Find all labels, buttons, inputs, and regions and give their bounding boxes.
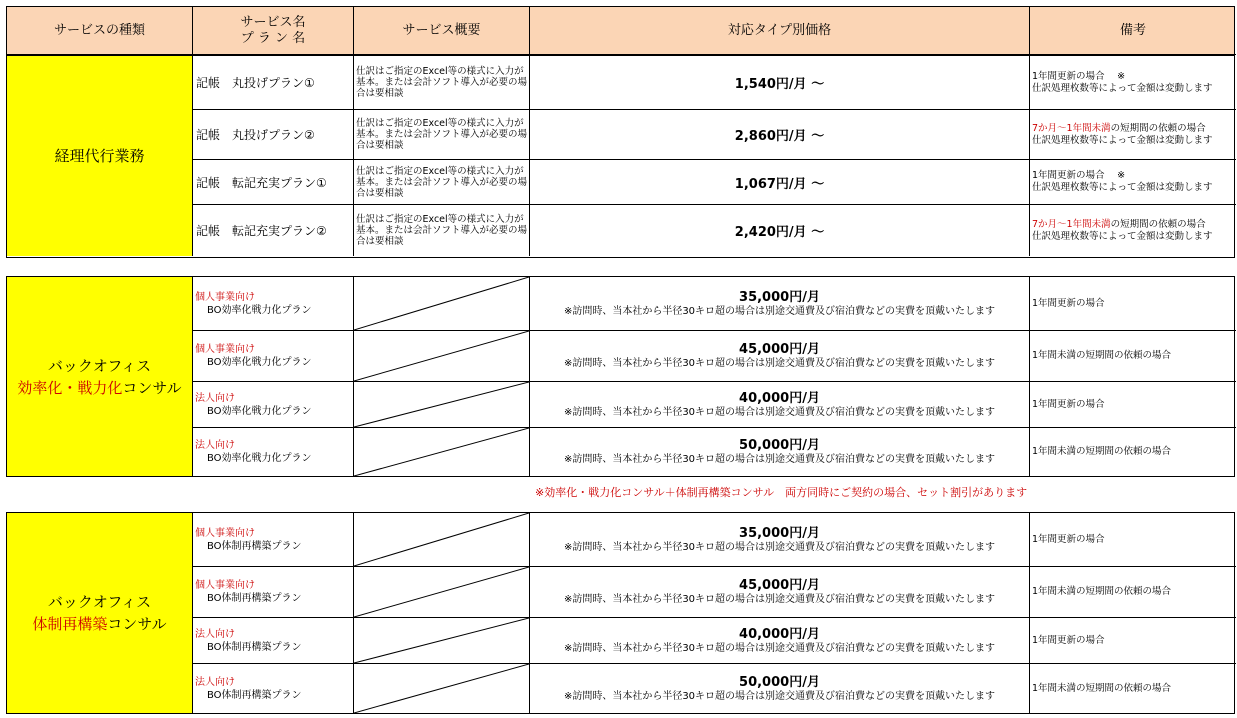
header-remarks: 備考 xyxy=(1030,7,1236,55)
empty-overview-cell xyxy=(354,428,530,476)
plan-name: 記帳 転記充実プラン② xyxy=(193,205,354,256)
remark: 7か月～1年間未満の短期間の依頼の場合 仕訳処理枚数等によって金額は変動します xyxy=(1030,110,1236,160)
plan-name: 個人事業向け BO効率化戦力化プラン xyxy=(193,331,354,382)
header-price: 対応タイプ別価格 xyxy=(530,7,1030,55)
category-accounting: 経理代行業務 xyxy=(7,56,193,256)
price: 50,000円/月 ※訪問時、当本社から半径30キロ超の場合は別途交通費及び宿泊費などの実費を頂戴いたします xyxy=(530,428,1030,476)
table-header xyxy=(6,6,1235,56)
empty-overview-cell xyxy=(354,277,530,331)
service-overview: 仕訳はご指定のExcel等の様式に入力が 基本。または会計ソフト導入が必要の場 合は要相談 xyxy=(354,56,530,110)
remark: 1年間未満の短期間の依頼の場合 xyxy=(1032,682,1172,694)
empty-overview-cell xyxy=(354,513,530,567)
price: 2,860円/月 ～ xyxy=(530,110,1030,160)
plan-name: 法人向け BO効率化戦力化プラン xyxy=(193,382,354,428)
remark: 7か月～1年間未満の短期間の依頼の場合 仕訳処理枚数等によって金額は変動します xyxy=(1032,218,1213,242)
remark: 1年間更新の場合 ※ 仕訳処理枚数等によって金額は変動します xyxy=(1030,56,1236,110)
price: 40,000円/月 ※訪問時、当本社から半径30キロ超の場合は別途交通費及び宿泊費などの実費を頂戴いたします xyxy=(530,618,1030,664)
price: 40,000円/月 ※訪問時、当本社から半径30キロ超の場合は別途交通費及び宿泊費などの実費を頂戴いたします xyxy=(530,382,1030,428)
category-restructure-consult: バックオフィス 体制再構築コンサル xyxy=(7,513,193,713)
plan-name: 法人向け BO体制再構築プラン xyxy=(193,664,354,713)
plan-name: 記帳 丸投げプラン① xyxy=(193,56,354,110)
plan-name: 個人事業向け BO体制再構築プラン xyxy=(193,513,354,567)
plan-name: 記帳 丸投げプラン② xyxy=(193,110,354,160)
remark: 1年間未満の短期間の依頼の場合 xyxy=(1032,446,1172,457)
service-overview: 仕訳はご指定のExcel等の様式に入力が 基本。または会計ソフト導入が必要の場 合は要相談 xyxy=(354,110,530,160)
accounting-table xyxy=(6,56,1235,258)
plan-name: 法人向け BO効率化戦力化プラン xyxy=(193,428,354,476)
remark: 1年間更新の場合 ※ 仕訳処理枚数等によって金額は変動します xyxy=(1030,160,1236,205)
remark: 1年間未満の短期間の依頼の場合 xyxy=(1030,331,1236,382)
header-service-type: サービスの種類 xyxy=(7,7,193,55)
empty-overview-cell xyxy=(354,382,530,428)
empty-overview-cell xyxy=(354,618,530,664)
remark: 1年間未満の短期間の依頼の場合 xyxy=(1030,567,1236,618)
set-discount-note: ※効率化・戦力化コンサル＋体制再構築コンサル 両方同時にご契約の場合、セット割引があります xyxy=(535,486,1028,499)
price: 2,420円/月 ～ xyxy=(530,205,1030,256)
price: 45,000円/月 ※訪問時、当本社から半径30キロ超の場合は別途交通費及び宿泊費などの実費を頂戴いたします xyxy=(530,331,1030,382)
header-service-name-line1: サービス名 xyxy=(240,14,306,30)
category-efficiency-consult: バックオフィス 効率化・戦力化コンサル xyxy=(7,277,193,476)
empty-overview-cell xyxy=(354,664,530,713)
efficiency-consult-table xyxy=(6,276,1235,477)
remark: 1年間更新の場合 xyxy=(1030,618,1236,664)
plan-name: 個人事業向け BO体制再構築プラン xyxy=(193,567,354,618)
plan-name: 個人事業向け BO効率化戦力化プラン xyxy=(193,277,354,331)
remark: 1年間更新の場合 xyxy=(1030,513,1236,567)
restructure-consult-table xyxy=(6,512,1235,714)
service-overview: 仕訳はご指定のExcel等の様式に入力が 基本。または会計ソフト導入が必要の場 合は要相談 xyxy=(354,160,530,205)
remark: 1年間更新の場合 xyxy=(1030,277,1236,331)
price: 1,540円/月 ～ xyxy=(530,56,1030,110)
plan-name: 記帳 転記充実プラン① xyxy=(193,160,354,205)
remark: 1年間更新の場合 xyxy=(1030,382,1236,428)
price: 35,000円/月 ※訪問時、当本社から半径30キロ超の場合は別途交通費及び宿泊費などの実費を頂戴いたします xyxy=(530,513,1030,567)
empty-overview-cell xyxy=(354,567,530,618)
price: 35,000円/月 ※訪問時、当本社から半径30キロ超の場合は別途交通費及び宿泊費などの実費を頂戴いたします xyxy=(530,277,1030,331)
price: 50,000円/月 ※訪問時、当本社から半径30キロ超の場合は別途交通費及び宿泊費などの実費を頂戴いたします xyxy=(530,664,1030,713)
header-service-name xyxy=(193,7,354,55)
plan-name: 法人向け BO体制再構築プラン xyxy=(193,618,354,664)
service-overview: 仕訳はご指定のExcel等の様式に入力が 基本。または会計ソフト導入が必要の場 合は要相談 xyxy=(354,205,530,256)
empty-overview-cell xyxy=(354,331,530,382)
price: 1,067円/月 ～ xyxy=(530,160,1030,205)
header-service-overview: サービス概要 xyxy=(354,7,530,55)
price: 45,000円/月 ※訪問時、当本社から半径30キロ超の場合は別途交通費及び宿泊費などの実費を頂戴いたします xyxy=(530,567,1030,618)
header-service-name-line2: プ ラ ン 名 xyxy=(240,30,306,46)
